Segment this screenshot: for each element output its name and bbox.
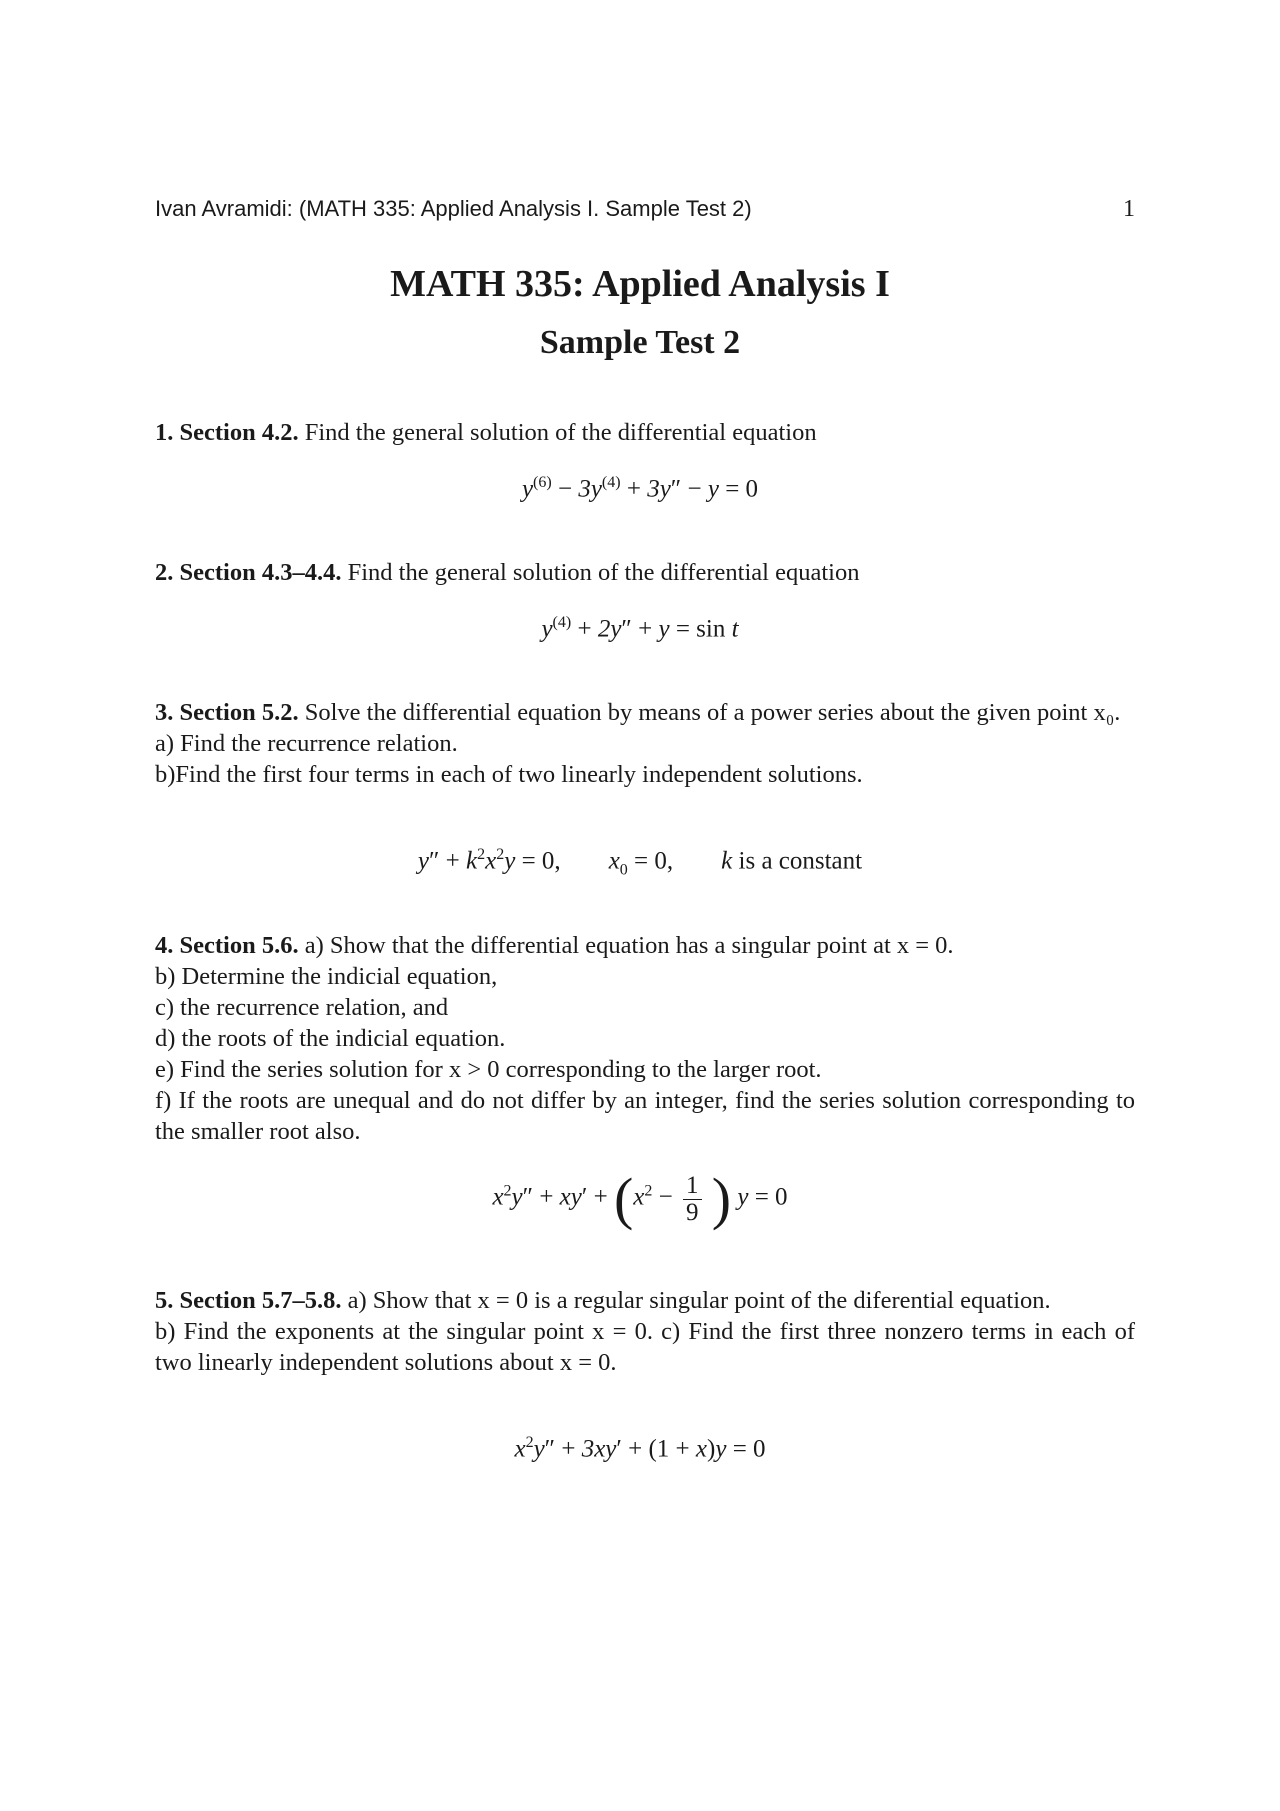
problem-3-text: Solve the differential equation by means of a power series about the given point x₀. bbox=[304, 699, 1121, 726]
running-header bbox=[155, 196, 1135, 226]
problem-3-section: Section 5.2. bbox=[179, 699, 299, 726]
problem-4-part-f: f) If the roots are unequal and do not differ by an integer, find the series solution corresponding to the smaller root also. bbox=[155, 1087, 1135, 1145]
problem-1-text: Find the general solution of the differential equation bbox=[304, 419, 817, 446]
problem-3-part-a: a) Find the recurrence relation. bbox=[155, 730, 458, 757]
problem-1-equation: $y^{(6)} - 3y^{(4)} + 3y'' - y = 0$ bbox=[521, 474, 759, 503]
problem-1-section: Section 4.2. bbox=[179, 419, 299, 446]
problem-1-number: 1. bbox=[155, 419, 174, 446]
problem-2-equation: $y^{(4)} + 2y'' + y = \sin t$ bbox=[541, 614, 739, 643]
problem-5-part-b: b) Find the exponents at the singular point x = 0. c) Find the first three nonzero terms in each of two linearly independent solutions about x = 0. bbox=[155, 1318, 1135, 1376]
problem-3-part-b: b)Find the first four terms in each of two linearly independent solutions. bbox=[155, 761, 863, 788]
problem-3 bbox=[155, 697, 1135, 790]
problem-4 bbox=[155, 930, 1135, 1147]
problem-4-part-b: b) Determine the indicial equation, bbox=[155, 963, 498, 990]
problem-2-section: Section 4.3–4.4. bbox=[179, 559, 342, 586]
problem-4-part-e: e) Find the series solution for x > 0 corresponding to the larger root. bbox=[155, 1056, 822, 1083]
problem-4-text: a) Show that the differential equation has a singular point at x = 0. bbox=[304, 932, 954, 959]
problem-3-number: 3. bbox=[155, 699, 174, 726]
problem-2 bbox=[155, 557, 1135, 588]
problem-3-equation: $y'' + k^2x^2y = 0$, $x_0 = 0$, k is a constant bbox=[417, 846, 863, 879]
problem-4-equation: $x^2y'' + xy' + (x^2$ − $\frac{1}{9}$ ) y = 0 bbox=[492, 1166, 788, 1231]
problem-4-part-c: c) the recurrence relation, and bbox=[155, 994, 449, 1021]
problem-4-section: Section 5.6. bbox=[179, 932, 299, 959]
problem-5-text: a) Show that x = 0 is a regular singular point of the diferential equation. bbox=[347, 1287, 1051, 1314]
problem-1 bbox=[155, 417, 1135, 448]
problem-2-number: 2. bbox=[155, 559, 174, 586]
problem-5-number: 5. bbox=[155, 1287, 174, 1314]
problem-5-section: Section 5.7–5.8. bbox=[179, 1287, 342, 1314]
document-title: MATH 335: Applied Analysis I bbox=[390, 263, 890, 305]
page-number: 1 bbox=[1123, 196, 1135, 222]
problem-4-number: 4. bbox=[155, 932, 174, 959]
document-subtitle: Sample Test 2 bbox=[539, 324, 741, 361]
problem-5-equation: $x^2y'' + 3xy' + (1 + x)y = 0$ bbox=[514, 1434, 766, 1463]
problem-2-text: Find the general solution of the differential equation bbox=[347, 559, 860, 586]
problem-5 bbox=[155, 1285, 1135, 1378]
problem-4-part-d: d) the roots of the indicial equation. bbox=[155, 1025, 506, 1052]
running-header-text: Ivan Avramidi: (MATH 335: Applied Analysis I. Sample Test 2) bbox=[155, 196, 752, 221]
